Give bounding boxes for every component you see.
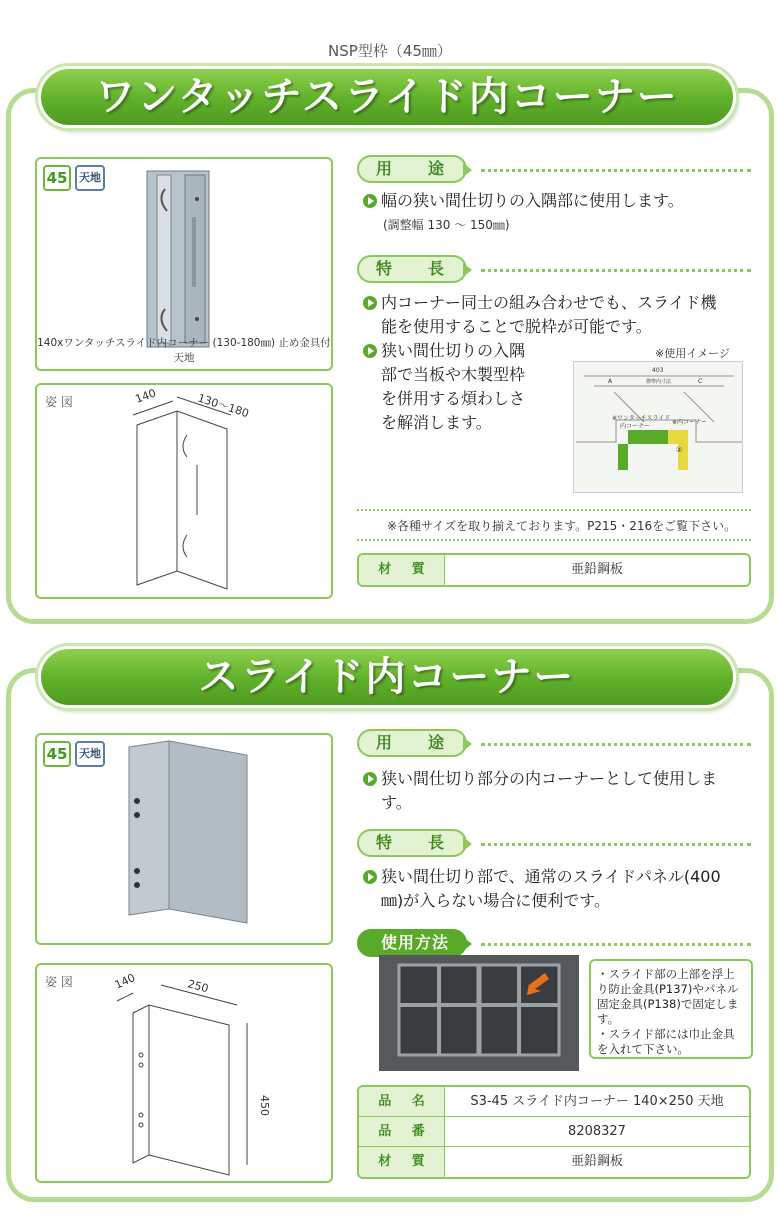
size-badge: 45 [43,165,71,191]
play-bullet-icon [363,344,377,358]
technical-drawing [37,965,335,1183]
tokucho-line2c: を併用する煩わしさ [381,389,526,408]
diagram-label-naicorner: ※内コーナー [672,419,708,426]
youto-line2: す。 [381,793,412,812]
diagram-dim-top: 403 [652,367,664,374]
diagram-dim-sub: 標準内寸法 [646,379,672,385]
spec-head-material: 材 質 [359,555,445,585]
spec-head-number: 品 番 [359,1117,445,1146]
spec-head-material: 材 質 [359,1147,445,1177]
youto-line1: 狭い間仕切り部分の内コーナーとして使用しま [363,767,717,791]
spec-value-material: 亜鉛鋼板 [570,1154,623,1169]
usage-note-1: ・スライド部の上部を浮上り防止金具(P137)やパネル固定金具(P138)で固定します。 [597,967,739,1026]
youto-divider [481,743,751,746]
tokucho-arrow-icon [463,263,472,277]
spec-row-material [359,1147,749,1177]
usage-image-label: ※使用イメージ [655,347,730,360]
youto-divider [481,169,751,172]
size-note: ※各種サイズを取り揃えております。P215・216をご覧下さい。 [387,519,737,533]
play-bullet-icon [363,296,377,310]
product-caption: 140xワンタッチスライド内コーナー (130-180㎜) 止め金具付 天地 [37,337,342,364]
diagram-label-a: A [608,378,613,385]
diagram-label-onetouch: ※ワンタッチスライド [612,415,671,422]
tokucho-line2a: 狭い間仕切りの入隅 [363,339,525,363]
spec-row-material [359,555,749,585]
product-photo [37,735,335,945]
dim-a-label: 140 [133,386,158,406]
technical-drawing [37,385,335,599]
youto-arrow-icon [463,737,472,751]
spec-table [357,1085,751,1179]
product-photo [37,159,335,359]
spec-table [357,553,751,587]
youto-subtext: (調整幅 130 ～ 150㎜) [383,218,510,232]
usage-note-2: ・スライド部には巾止金具を入れて下さい。 [597,1027,735,1056]
dim-b-label: 130～180 [196,391,251,421]
orientation-badge: 天地 [75,741,105,767]
drawing-box [35,963,333,1183]
tokucho-arrow-icon [463,837,472,851]
tokucho-line1: 狭い間仕切り部で、通常のスライドパネル(400 [363,865,721,889]
dim-b-label: 250 [186,977,210,996]
drawing-label: 姿 図 [45,975,73,989]
usage-photo [379,955,579,1071]
spec-head-name: 品 名 [359,1087,445,1116]
youto-heading: 用 途 [357,729,467,757]
tokucho-line2d: を解消します。 [381,413,492,432]
diagram-label-c: C [698,378,703,385]
play-bullet-icon [363,772,377,786]
section-one-touch-inner-corner [6,88,774,624]
diagram-label-inner: 内コーナー [620,423,651,430]
section-divider [357,509,751,511]
youto-text: 幅の狭い間仕切りの入隅部に使用します。 [363,189,684,213]
section-slide-inner-corner [6,668,774,1202]
series-label: NSP型枠（45㎜） [328,42,452,60]
size-badge: 45 [43,741,71,767]
youto-arrow-icon [463,163,472,177]
spec-value-number: 8208327 [568,1124,626,1139]
orientation-badge: 天地 [75,165,105,191]
youto-heading: 用 途 [357,155,467,183]
play-bullet-icon [363,870,377,884]
spec-row-name [359,1087,749,1117]
tokucho-heading: 特 長 [357,255,467,283]
tokucho-line2: ㎜)が入らない場合に便利です。 [381,891,610,910]
tokucho-heading: 特 長 [357,829,467,857]
usage-heading: 使用方法 [357,929,467,957]
usage-divider [481,943,751,946]
tokucho-line2b: 部で当板や木製型枠 [381,365,526,384]
spec-value-name: S3-45 スライド内コーナー 140×250 天地 [470,1094,724,1109]
product-photo-box [35,157,342,371]
tokucho-divider [481,269,751,272]
section1-title: ワンタッチスライド内コーナー [38,66,736,128]
usage-note [589,959,753,1059]
drawing-label: 姿 図 [45,395,73,409]
dim-a-label: 140 [112,971,138,992]
spec-row-number [359,1117,749,1147]
tokucho-line1a: 内コーナー同士の組み合わせでも、スライド機 [363,291,717,315]
section-divider-2 [357,539,751,541]
product-photo-box [35,733,333,945]
diagram-label-num: ② [676,446,683,454]
spec-value-material: 亜鉛鋼板 [570,562,623,577]
dim-c-label: 450 [258,1095,271,1116]
play-bullet-icon [363,194,377,208]
usage-arrow-icon [463,937,472,951]
drawing-box [35,383,333,599]
tokucho-line1b: 能を使用することで脱枠が可能です。 [381,317,652,336]
usage-image-diagram [573,361,743,493]
section2-title: スライド内コーナー [38,646,736,708]
tokucho-divider [481,843,751,846]
